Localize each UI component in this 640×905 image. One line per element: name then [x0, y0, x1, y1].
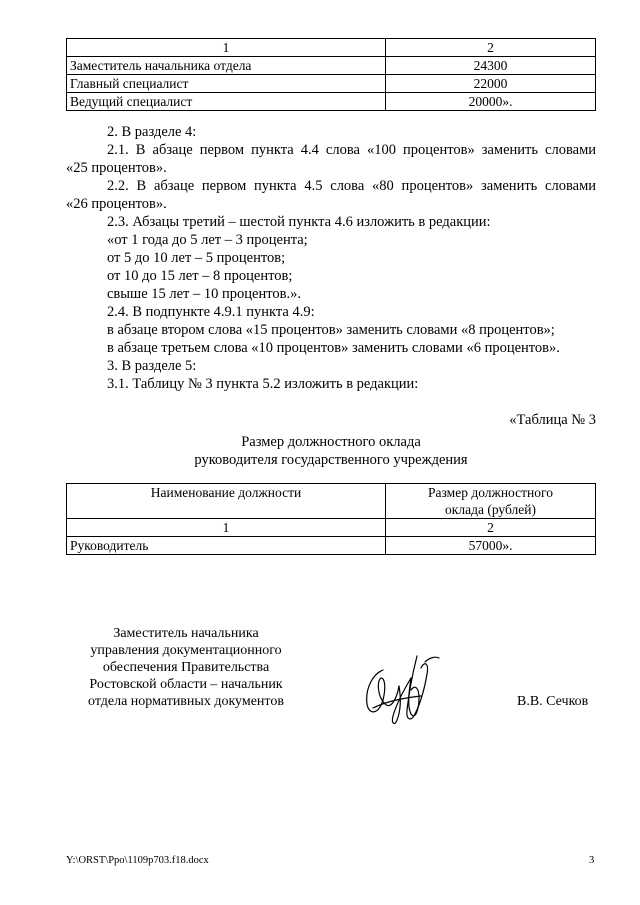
signatory-name: В.В. Сечков [517, 694, 589, 709]
paragraph-section-5: 3. В разделе 5: [107, 358, 197, 374]
number-cell-1: 1 [67, 519, 386, 537]
page-number: 3 [589, 855, 595, 866]
header-cell-2: 2 [386, 39, 596, 57]
amount-cell: 20000». [386, 93, 596, 111]
table-row [67, 93, 596, 111]
header-cell-salary [386, 484, 596, 519]
paragraph-2-4-a: в абзаце втором слова «15 процентов» заменить словами «8 процентов»; [107, 322, 555, 338]
paragraph-2-4: 2.4. В подпункте 4.9.1 пункта 4.9: [107, 304, 315, 320]
table-row [67, 57, 596, 75]
table-title-line2: руководителя государственного учреждения [194, 452, 468, 468]
paragraph-period-2: от 5 до 10 лет – 5 процентов; [107, 250, 286, 266]
amount-cell: 22000 [386, 75, 596, 93]
handwritten-signature [355, 648, 445, 730]
paragraph-2-1: 2.1. В абзаце первом пункта 4.4 слова «100 процентов» заменить словами [107, 142, 596, 158]
paragraph-2-2-cont: «26 процентов». [66, 196, 167, 212]
paragraph-2-2: 2.2. В абзаце первом пункта 4.5 слова «80 процентов» заменить словами [107, 178, 596, 194]
amount-cell: 57000». [386, 537, 596, 555]
header-cell-1: 1 [67, 39, 386, 57]
header-salary-line2: оклада (рублей) [445, 502, 536, 517]
amount-cell: 24300 [386, 57, 596, 75]
table-number-row [67, 519, 596, 537]
signatory-title-line: управления документационного [90, 643, 282, 658]
table-title-line1: Размер должностного оклада [241, 434, 421, 450]
salary-continuation-table [66, 38, 596, 111]
header-salary-line1: Размер должностного [428, 485, 553, 500]
table-row [67, 75, 596, 93]
position-cell: Руководитель [67, 537, 386, 555]
paragraph-2-3: 2.3. Абзацы третий – шестой пункта 4.6 изложить в редакции: [107, 214, 491, 230]
document-path: Y:\ORST\Ppo\1109p703.f18.docx [66, 855, 209, 866]
table-label: «Таблица № 3 [509, 412, 596, 428]
signatory-title-line: отдела нормативных документов [88, 694, 284, 709]
paragraph-2-4-b: в абзаце третьем слова «10 процентов» заменить словами «6 процентов». [107, 340, 560, 356]
paragraph-3-1: 3.1. Таблицу № 3 пункта 5.2 изложить в редакции: [107, 376, 419, 392]
paragraph-period-3: от 10 до 15 лет – 8 процентов; [107, 268, 293, 284]
paragraph-2-1-cont: «25 процентов». [66, 160, 167, 176]
signatory-title-line: Ростовской области – начальник [89, 677, 283, 692]
position-cell: Главный специалист [67, 75, 386, 93]
paragraph-period-4: свыше 15 лет – 10 процентов.». [107, 286, 301, 302]
table-header-row [67, 39, 596, 57]
signatory-title [66, 625, 306, 710]
signatory-title-line: обеспечения Правительства [102, 660, 270, 675]
position-cell: Ведущий специалист [67, 93, 386, 111]
position-cell: Заместитель начальника отдела [67, 57, 386, 75]
number-cell-2: 2 [386, 519, 596, 537]
signatory-title-line: Заместитель начальника [113, 626, 259, 641]
paragraph-period-1: «от 1 года до 5 лет – 3 процента; [107, 232, 308, 248]
header-cell-position: Наименование должности [67, 484, 386, 519]
table-row [67, 537, 596, 555]
paragraph-section-4: 2. В разделе 4: [107, 124, 197, 140]
table-header-row [67, 484, 596, 519]
head-salary-table [66, 483, 596, 555]
